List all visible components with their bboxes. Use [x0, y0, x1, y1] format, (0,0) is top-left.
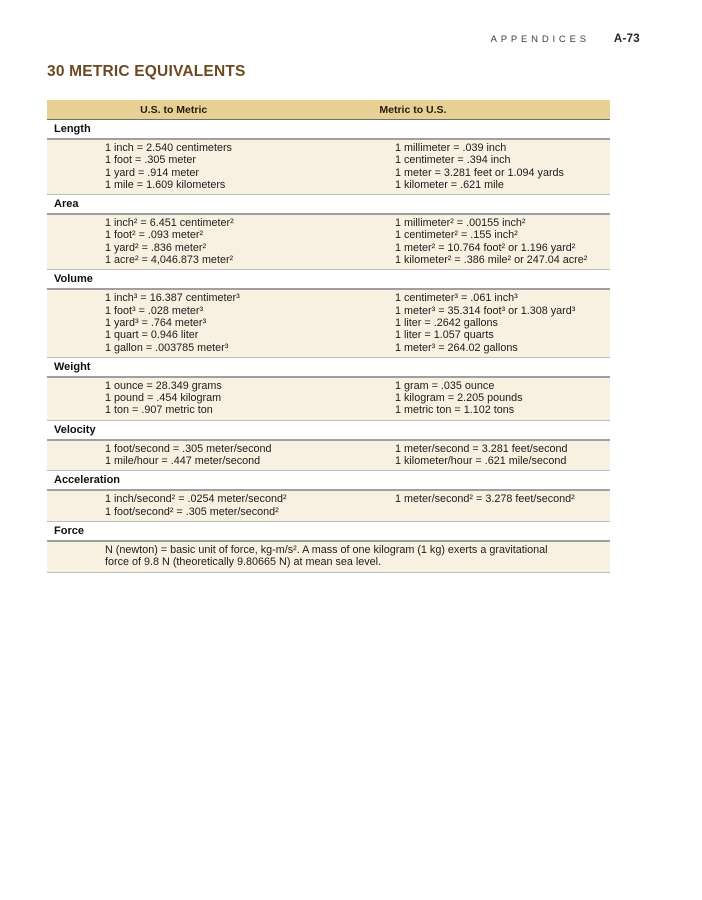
conversion-row: 1 mile/hour = .447 meter/second: [105, 455, 261, 468]
conversion-row: 1 meter/second = 3.281 feet/second: [395, 442, 568, 455]
conversion-row: 1 kilometer = .621 mile: [395, 178, 504, 191]
conversion-row: 1 millimeter² = .00155 inch²: [395, 217, 526, 230]
conversion-row: 1 inch = 2.540 centimeters: [105, 142, 232, 154]
metric-equivalents-table: [47, 100, 610, 573]
running-head: [491, 33, 640, 45]
metric-to-us-column: [395, 443, 610, 468]
conversion-row: 1 pound = .454 kilogram: [105, 392, 222, 405]
section-volume: [47, 270, 610, 357]
section-acceleration: [47, 471, 610, 522]
section-rows: [47, 213, 610, 270]
section-rows: [47, 439, 610, 472]
conversion-row: 1 quart = 0.946 liter: [105, 329, 199, 342]
section-rows: [47, 540, 610, 573]
section-weight: [47, 358, 610, 421]
section-heading: Force: [47, 522, 610, 540]
note-line: N (newton) = basic unit of force, kg-m/s². A mass of one kilogram (1 kg) exerts a gravitational: [105, 543, 548, 556]
table-header-band: [47, 100, 610, 120]
section-heading: Velocity: [47, 421, 610, 439]
section-length: [47, 120, 610, 195]
conversion-row: 1 kilometer² = .386 mile² or 247.04 acre²: [395, 254, 588, 267]
appendices-label: APPENDICES: [490, 34, 590, 45]
conversion-row: 1 foot = .305 meter: [105, 154, 196, 167]
conversion-row: 1 yard³ = .764 meter³: [105, 316, 207, 329]
conversion-row: 1 foot/second = .305 meter/second: [105, 442, 272, 455]
conversion-row: 1 centimeter = .394 inch: [395, 154, 511, 167]
conversion-row: 1 meter = 3.281 feet or 1.094 yards: [395, 166, 564, 179]
section-rows: [47, 489, 610, 522]
metric-to-us-column: [395, 142, 610, 191]
us-to-metric-column: [47, 142, 395, 191]
conversion-row: 1 meter/second² = 3.278 feet/second²: [395, 493, 575, 506]
section-heading: Area: [47, 195, 610, 213]
conversion-row: 1 inch/second² = .0254 meter/second²: [105, 493, 287, 506]
conversion-row: 1 foot³ = .028 meter³: [105, 304, 204, 317]
conversion-row: 1 ton = .907 metric ton: [105, 404, 213, 417]
metric-to-us-column: [395, 493, 610, 505]
conversion-row: 1 inch³ = 16.387 centimeter³: [105, 292, 240, 305]
conversion-row: 1 liter = .2642 gallons: [395, 316, 498, 329]
conversion-row: 1 millimeter = .039 inch: [395, 142, 507, 154]
section-rows: [47, 288, 610, 357]
section-rows: [47, 138, 610, 195]
us-to-metric-column: [47, 380, 395, 417]
section-force: [47, 522, 610, 573]
conversion-row: 1 gram = .035 ounce: [395, 379, 495, 392]
page-title: 30 METRIC EQUIVALENTS: [47, 63, 246, 80]
section-area: [47, 195, 610, 270]
us-to-metric-column: [47, 292, 395, 353]
us-to-metric-column: [47, 493, 395, 518]
conversion-row: 1 meter³ = 264.02 gallons: [395, 341, 518, 354]
conversion-row: 1 centimeter² = .155 inch²: [395, 229, 518, 242]
metric-to-us-column: [395, 217, 610, 266]
conversion-row: 1 inch² = 6.451 centimeter²: [105, 217, 234, 230]
us-to-metric-column: [47, 443, 395, 468]
section-heading: Volume: [47, 270, 610, 288]
section-rows: [47, 376, 610, 421]
section-heading: Weight: [47, 358, 610, 376]
column-header-us-to-metric: U.S. to Metric: [140, 103, 208, 116]
conversion-row: 1 kilogram = 2.205 pounds: [395, 392, 523, 405]
force-note: [47, 544, 610, 569]
conversion-row: 1 foot² = .093 meter²: [105, 229, 204, 242]
conversion-row: 1 meter² = 10.764 foot² or 1.196 yard²: [395, 241, 576, 254]
conversion-row: 1 mile = 1.609 kilometers: [105, 178, 226, 191]
section-heading: Length: [47, 120, 610, 138]
column-header-metric-to-us: Metric to U.S.: [379, 103, 447, 116]
conversion-row: 1 gallon = .003785 meter³: [105, 341, 229, 354]
conversion-row: 1 liter = 1.057 quarts: [395, 329, 494, 342]
conversion-row: 1 yard = .914 meter: [105, 166, 199, 179]
note-line: force of 9.8 N (theoretically 9.80665 N) at mean sea level.: [105, 556, 382, 569]
conversion-row: 1 yard² = .836 meter²: [105, 241, 207, 254]
table-sections: [47, 120, 610, 573]
conversion-row: 1 foot/second² = .305 meter/second²: [105, 505, 279, 518]
conversion-row: 1 ounce = 28.349 grams: [105, 379, 222, 392]
metric-to-us-column: [395, 292, 610, 353]
section-velocity: [47, 421, 610, 472]
conversion-row: 1 centimeter³ = .061 inch³: [395, 292, 518, 305]
us-to-metric-column: [47, 217, 395, 266]
metric-to-us-column: [395, 380, 610, 417]
conversion-row: 1 meter³ = 35.314 foot³ or 1.308 yard³: [395, 304, 576, 317]
page-number: A-73: [613, 33, 640, 45]
conversion-row: 1 acre² = 4,046.873 meter²: [105, 254, 234, 267]
conversion-row: 1 kilometer/hour = .621 mile/second: [395, 455, 567, 468]
conversion-row: 1 metric ton = 1.102 tons: [395, 404, 515, 417]
section-heading: Acceleration: [47, 471, 610, 489]
